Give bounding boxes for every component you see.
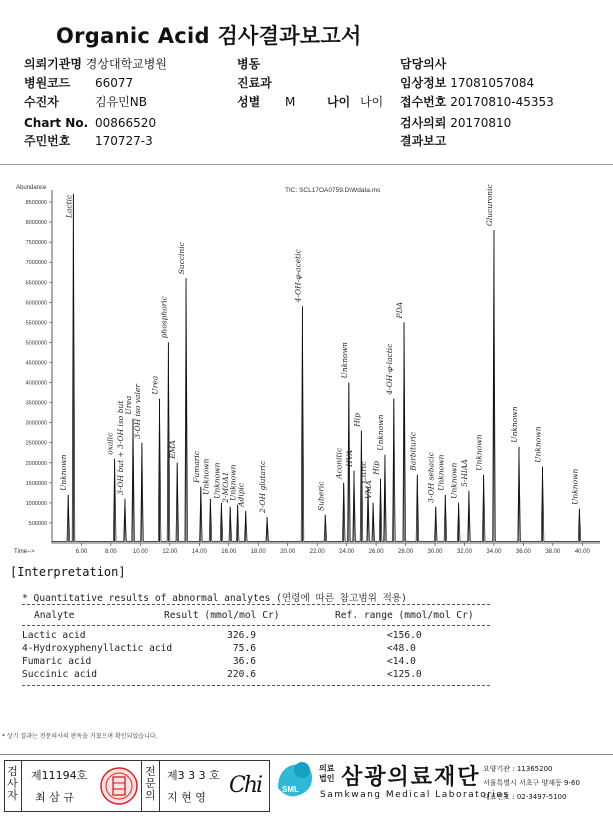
y-tick-label: 500000 <box>28 520 47 527</box>
peak-label: Unknown <box>570 468 580 505</box>
analyte-result: 36.6 <box>232 656 256 667</box>
institution-value: 경상대학교병원 <box>85 57 167 71</box>
x-tick-label: 24.00 <box>339 549 355 555</box>
col-header-ref: Ref. range (mmol/mol Cr) <box>335 610 474 621</box>
peak-label: 3-OH sebacic <box>426 452 436 503</box>
y-tick-label: 4000000 <box>25 380 47 387</box>
analyte-ref-range: <125.0 <box>387 669 422 680</box>
y-tick-label: 6500000 <box>25 280 47 287</box>
patient-value: 김유민NB <box>95 95 147 109</box>
examiner-name: 최 삼 규 <box>35 791 74 804</box>
analyte-ref-range: <48.0 <box>387 643 416 654</box>
report-title: Organic Acid 검사결과보고서 <box>56 24 362 48</box>
x-tick-label: 10.00 <box>132 549 148 555</box>
lab-name-en: Samkwang Medical Laboratories <box>320 790 510 800</box>
peak-label: 3-OH iso valer <box>132 384 142 439</box>
lab-address: 서울특별시 서초구 양재동 9-60 <box>483 779 580 787</box>
sex-value: M <box>285 95 296 109</box>
peak-label: Unknown <box>436 454 446 491</box>
sml-logo-icon <box>272 758 318 808</box>
y-tick-label: 6000000 <box>25 300 47 307</box>
peak-label: Adipic <box>236 482 246 507</box>
peak-label: EMA <box>168 440 178 459</box>
peak-label: Unknown <box>449 462 459 499</box>
dept-label: 진료과 <box>237 76 272 90</box>
col-header-analyte: Analyte <box>34 610 75 621</box>
section-divider <box>0 164 613 165</box>
examiner-label: 검사자 <box>7 765 18 802</box>
peak-label: oxalic <box>105 432 115 455</box>
peak-label: 2-OH glutaric <box>258 460 268 513</box>
analyte-name: Lactic acid <box>22 630 86 641</box>
table-top-rule <box>22 604 490 605</box>
logo-text: SML <box>282 785 299 794</box>
peak-label: Fumaric <box>191 451 201 483</box>
peak-label: 4-OH-φ-lactic <box>384 343 394 395</box>
analyte-name: Fumaric acid <box>22 656 92 667</box>
peak-label: HVA <box>344 449 354 467</box>
chart-no-value: 00866520 <box>95 116 157 130</box>
peak-label: Unknown <box>375 414 385 451</box>
peak-label: 2-MOA1 <box>221 471 231 503</box>
peak-label: Unknown <box>510 406 520 443</box>
peak-label: Unknown <box>474 434 484 471</box>
peak-label: Unknown <box>339 342 349 379</box>
receipt-no-value: 20170810-45353 <box>450 95 554 109</box>
peak-label: VMA <box>364 480 374 499</box>
x-tick-label: 16.00 <box>221 549 237 555</box>
doctor-label: 담당의사 <box>400 57 447 71</box>
peak-label: 5-HIAA <box>459 459 469 487</box>
y-tick-label: 2000000 <box>25 460 47 467</box>
x-tick-label: 30.00 <box>427 549 443 555</box>
institution-label: 의뢰기관명 <box>24 57 82 71</box>
y-tick-label: 7000000 <box>25 260 47 267</box>
y-tick-label: 7500000 <box>25 240 47 247</box>
x-tick-label: 14.00 <box>191 549 207 555</box>
receipt-no-label: 접수번호 <box>400 95 447 109</box>
analyte-result: 75.6 <box>232 643 256 654</box>
result-report-label: 결과보고 <box>400 134 447 148</box>
peak-label: PDA <box>395 301 405 319</box>
x-tick-label: 6.00 <box>75 549 88 555</box>
y-tick-label: 8000000 <box>25 220 47 227</box>
peak-label: Barbituric <box>408 431 418 471</box>
reviewer-signature: Chi <box>229 773 262 798</box>
analyte-ref-range: <156.0 <box>387 630 422 641</box>
y-tick-label: 8500000 <box>25 200 47 207</box>
x-tick-label: 34.00 <box>486 549 502 555</box>
x-tick-label: 40.00 <box>574 549 590 555</box>
chromatogram-chart <box>0 178 613 556</box>
peak-label: Citric <box>359 461 369 483</box>
request-value: 20170810 <box>450 116 512 130</box>
hospital-code-label: 병원코드 <box>24 76 71 90</box>
peak-label: 3-OH but + 3-OH iso but <box>115 400 125 495</box>
divider <box>141 761 142 811</box>
x-tick-label: 20.00 <box>280 549 296 555</box>
y-tick-label: 5500000 <box>25 320 47 327</box>
divider <box>159 761 160 811</box>
x-tick-label: 32.00 <box>456 549 472 555</box>
x-tick-label: 18.00 <box>250 549 266 555</box>
peak-label: Unknown <box>59 454 69 491</box>
chart-no-label: Chart No. <box>24 116 89 130</box>
y-tick-label: 3000000 <box>25 420 47 427</box>
x-tick-label: 36.00 <box>515 549 531 555</box>
sex-label: 성별 <box>237 95 261 109</box>
resident-no-label: 주민번호 <box>24 134 71 148</box>
age-label: 나이 <box>327 95 351 109</box>
interpretation-heading: [Interpretation] <box>10 565 126 579</box>
peak-label: Glucuronic <box>484 184 494 227</box>
y-tick-label: 3500000 <box>25 400 47 407</box>
peak-label: Lactic <box>64 194 74 219</box>
analyte-result: 326.9 <box>227 630 256 641</box>
reviewer-label: 전문의 <box>145 765 156 802</box>
peak-label: 4-OH-φ-acetic <box>293 249 303 303</box>
x-tick-label: 28.00 <box>398 549 414 555</box>
y-tick-label: 5000000 <box>25 340 47 347</box>
x-tick-label: 8.00 <box>105 549 117 555</box>
peak-label: Succinic <box>177 242 187 275</box>
chart-title: TIC: SCL17OA0759.D\Wdata.ms <box>285 187 381 194</box>
request-label: 검사의뢰 <box>400 116 447 130</box>
clinical-info-label: 임상정보 <box>400 76 447 90</box>
y-axis-label: Abundance <box>16 185 47 191</box>
signature-box <box>4 760 270 812</box>
analyte-result: 220.6 <box>227 669 256 680</box>
footer-divider <box>0 754 613 755</box>
y-tick-label: 2500000 <box>25 440 47 447</box>
peak-label: Urea <box>150 375 160 395</box>
peak-label: Hip <box>371 461 381 475</box>
x-tick-label: 38.00 <box>545 549 561 555</box>
x-axis-label: Time--> <box>14 549 35 555</box>
institution-no: 요양기관 : 11365200 <box>483 765 553 773</box>
table-bottom-rule <box>22 685 490 686</box>
divider <box>21 761 22 811</box>
lab-name: 삼광의료재단 <box>341 765 481 790</box>
age-value: 나이 <box>360 95 384 109</box>
interpretation-subtitle: * Quantitative results of abnormal analytes (연령에 따른 참고범위 적용) <box>22 593 407 604</box>
tic-trace <box>52 194 600 541</box>
reviewer-name: 지 현 영 <box>167 791 206 804</box>
ward-label: 병동 <box>237 57 261 71</box>
x-tick-label: 22.00 <box>309 549 325 555</box>
x-tick-label: 26.00 <box>368 549 384 555</box>
y-tick-label: 1000000 <box>25 500 47 507</box>
peak-label: Unknown <box>533 426 543 463</box>
peak-label: Hip <box>352 412 362 427</box>
hospital-code-value: 66077 <box>95 76 134 90</box>
peak-label: Unknown <box>228 464 238 501</box>
peak-label: Urea <box>124 395 134 415</box>
footnote: * 상기 결과는 전문의사의 판독을 거쳤으며 확인되었습니다. <box>2 733 158 740</box>
peak-label: Suberic <box>316 481 326 511</box>
analyte-ref-range: <14.0 <box>387 656 416 667</box>
clinical-info-value: 17081057084 <box>450 76 535 90</box>
lab-prefix: 의료 법인 <box>319 764 335 783</box>
analyte-name: Succinic acid <box>22 669 98 680</box>
lab-phone: 대표번호 : 02-3497-5100 <box>483 793 567 801</box>
peak-label: Aconitic <box>334 447 344 479</box>
y-tick-label: 4500000 <box>25 360 47 367</box>
col-header-result: Result (mmol/mol Cr) <box>164 610 280 621</box>
x-tick-label: 12.00 <box>162 549 178 555</box>
table-header-rule <box>22 625 490 626</box>
examiner-no: 제11194호 <box>31 769 88 782</box>
examiner-seal-icon <box>99 766 139 806</box>
peak-label: Unknown <box>201 458 211 495</box>
peak-label: phosphoric <box>159 296 169 339</box>
reviewer-no: 제3 3 3 호 <box>167 769 220 782</box>
patient-label: 수진자 <box>24 95 59 109</box>
resident-no-value: 170727-3 <box>95 134 153 148</box>
analyte-name: 4-Hydroxyphenyllactic acid <box>22 643 173 654</box>
peak-label: Unknown <box>212 462 222 499</box>
y-tick-label: 1500000 <box>25 480 47 487</box>
